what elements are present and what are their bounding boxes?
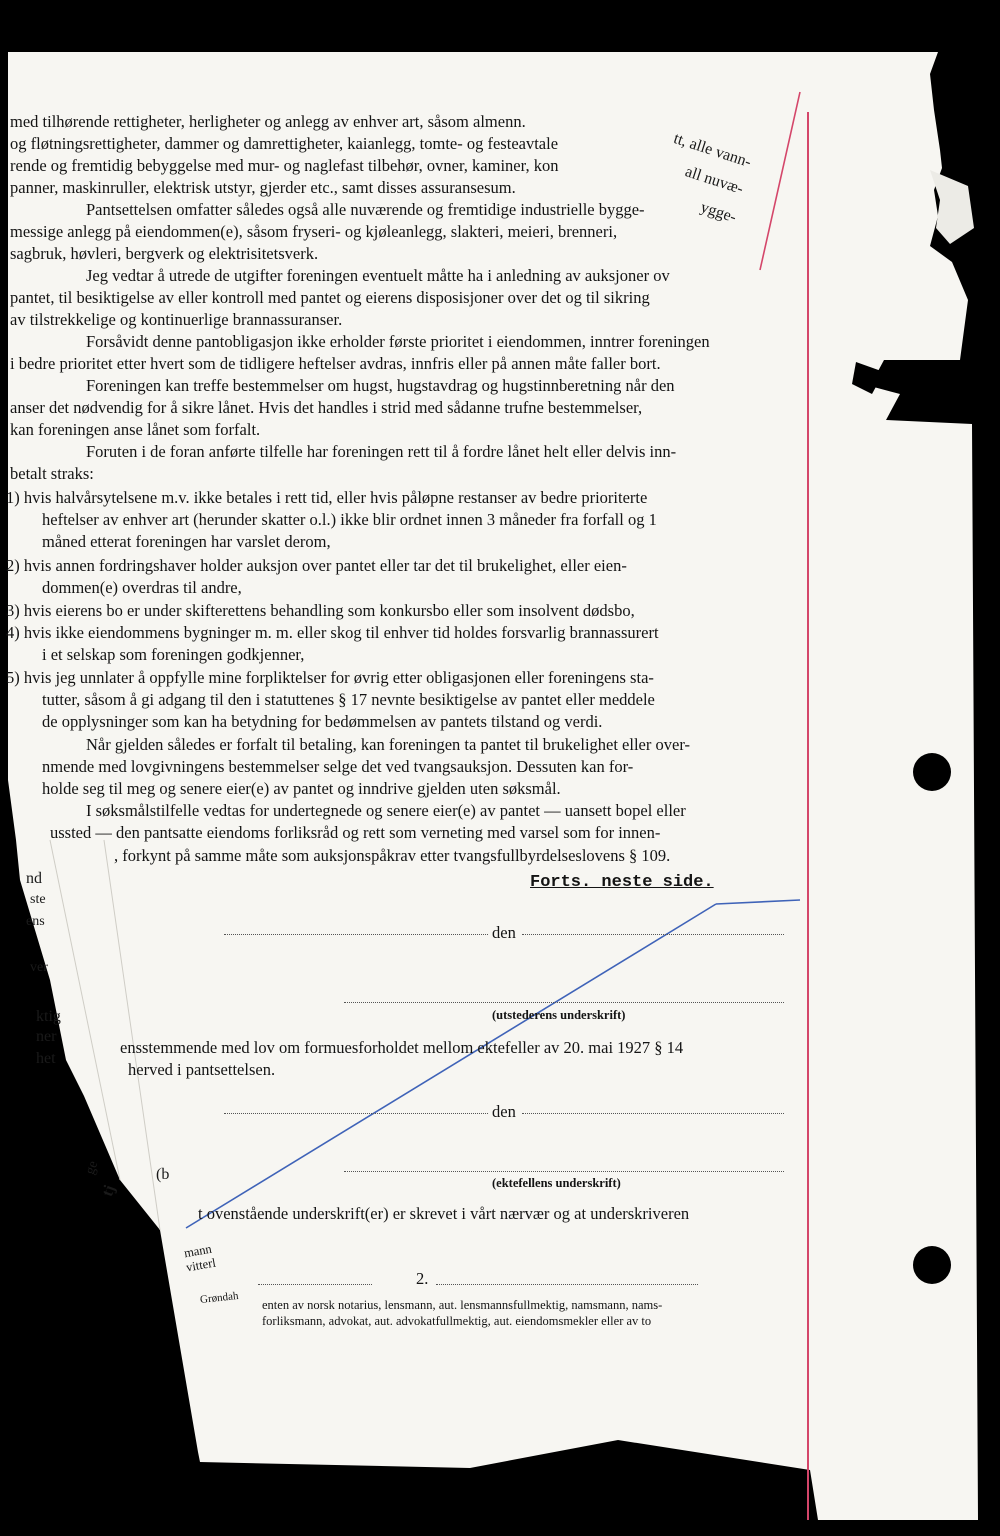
body-line: panner, maskinruller, elektrisk utstyr, gjerder etc., samt disses assuransesum. (10, 178, 516, 197)
left-fragment: ver (30, 960, 48, 975)
body-line: av tilstrekkelige og kontinuerlige brannassuranser. (10, 310, 343, 329)
body-line: Når gjelden således er forfalt til betaling, kan foreningen ta pantet til brukelighet eller over- (86, 735, 690, 754)
body-line: I søksmålstilfelle vedtas for undertegnede og senere eier(e) av pantet — uansett bopel eller (86, 801, 686, 820)
date-line (522, 1113, 784, 1114)
body-line: ussted — den pantsatte eiendoms forliksråd og rett som verneting med varsel som for innen- (50, 823, 661, 842)
body-line: i bedre prioritet etter hvert som de tidligere heftelser avdras, innfris eller på annen måte faller bort. (10, 354, 661, 373)
body-line: Foreningen kan treffe bestemmelser om hugst, hugstavdrag og hugstinnberetning når den (86, 376, 675, 395)
overlay-fragment: tt, alle vann- (671, 130, 754, 172)
left-fragment: vitterl (184, 1255, 217, 1275)
den-label: den (492, 923, 516, 942)
left-fragment: ens (26, 914, 45, 929)
spouse-text: herved i pantsettelsen. (128, 1060, 276, 1079)
left-fragment: mann (182, 1241, 213, 1261)
body-line: holde seg til meg og senere eier(e) av pantet og inndrive gjelden uten søksmål. (42, 779, 561, 798)
overlay-fragment: ygge- (698, 198, 739, 227)
left-fragment: ner (36, 1028, 57, 1045)
list-item: 2) hvis annen fordringshaver holder auksjon over pantet eller tar det til brukelighet, eller eien- (6, 556, 627, 575)
left-fragment: ste (30, 892, 46, 907)
overlay-fragment: all nuvæ- (682, 163, 746, 198)
list-item: tutter, såsom å gi adgang til den i statuttenes § 17 nevnte besiktigelse av pantet eller meddele (42, 690, 655, 709)
list-item: 3) hvis eierens bo er under skifterettens behandling som konkursbo eller som insolvent dødsbo, (6, 601, 635, 620)
witness-line (436, 1284, 698, 1285)
body-line: messige anlegg på eiendommen(e), såsom fryseri- og kjøleanlegg, slakteri, meieri, brenneri, (10, 222, 618, 241)
body-line: betalt straks: (10, 464, 94, 483)
witness-number: 2. (416, 1269, 429, 1288)
signature-caption: (ektefellens underskrift) (492, 1176, 621, 1190)
left-fragment: ge (82, 1159, 102, 1177)
place-date-line (224, 1113, 488, 1114)
body-line: Forsåvidt denne pantobligasjon ikke erholder første prioritet i eiendommen, inntrer foreningen (86, 332, 710, 351)
body-line: med tilhørende rettigheter, herligheter og anlegg av enhver art, såsom almenn. (10, 112, 526, 131)
body-line: Foruten i de foran anførte tilfelle har foreningen rett til å fordre lånet helt eller delvis inn- (86, 442, 677, 461)
body-line: og fløtningsrettigheter, dammer og damrettigheter, kaianlegg, tomte- og festeavtale (10, 134, 559, 153)
punch-hole-bottom (913, 1246, 951, 1284)
body-line: nmende med lovgivningens bestemmelser selge det ved tvangsauksjon. Dessuten kan for- (42, 757, 634, 776)
list-item: dommen(e) overdras til andre, (42, 578, 242, 597)
witness-line (258, 1284, 372, 1285)
list-item: 1) hvis halvårsytelsene m.v. ikke betales i rett tid, eller hvis påløpne restanser av bedre prioriterte (6, 488, 648, 507)
spouse-text: ensstemmende med lov om formuesforholdet mellom ektefeller av 20. mai 1927 § 14 (120, 1038, 684, 1057)
continuation-note: Forts. neste side. (530, 873, 714, 892)
body-line: pantet, til besiktigelse av eller kontroll med pantet og eierens disposisjoner over det og til sikring (10, 288, 650, 307)
signature-caption: (utstederens underskrift) (492, 1008, 626, 1022)
witness-text: t ovenstående underskrift(er) er skrevet i vårt nærvær og at underskriveren (198, 1204, 690, 1223)
left-fragment: ktig (36, 1008, 61, 1025)
list-item: de opplysninger som kan ha betydning for bedømmelsen av pantets tilstand og verdi. (42, 712, 603, 731)
list-item: 5) hvis jeg unnlater å oppfylle mine forpliktelser for øvrig etter obligasjonen eller foreningens sta- (6, 668, 654, 687)
left-fragment: Grøndah (199, 1290, 240, 1306)
list-item: heftelser av enhver art (herunder skatter o.l.) ikke blir ordnet innen 3 måneder fra forfall og 1 (42, 510, 657, 529)
body-line: , forkynt på samme måte som auksjonspåkrav etter tvangsfullbyrdelseslovens § 109. (114, 846, 671, 865)
body-line: rende og fremtidig bebyggelse med mur- og naglefast tilbehør, ovner, kaminer, kon (10, 156, 559, 175)
signature-line (344, 1002, 784, 1003)
footnote-line: enten av norsk notarius, lensmann, aut. lensmannsfullmektig, namsmann, nams- (262, 1298, 663, 1312)
list-item: 4) hvis ikke eiendommens bygninger m. m. eller skog til enhver tid holdes forsvarlig brannassurert (6, 623, 659, 642)
body-line: sagbruk, høvleri, bergverk og elektrisitetsverk. (10, 244, 319, 263)
body-line: Jeg vedtar å utrede de utgifter foreningen eventuelt måtte ha i anledning av auksjoner ov (86, 266, 670, 285)
left-fragment: het (36, 1050, 56, 1067)
left-fragment: (b (156, 1166, 170, 1183)
left-fragment: tj (99, 1182, 119, 1199)
signature-line (344, 1171, 784, 1172)
punch-hole-top (913, 753, 951, 791)
den-label: den (492, 1102, 516, 1121)
left-fragment: nd (26, 870, 42, 887)
place-date-line (224, 934, 488, 935)
body-line: anser det nødvendig for å sikre lånet. Hvis det handles i strid med sådanne trufne bestemmelser, (10, 398, 643, 417)
footnote-line: forliksmann, advokat, aut. advokatfullmektig, aut. eiendomsmekler eller av to (262, 1314, 652, 1328)
list-item: i et selskap som foreningen godkjenner, (42, 645, 305, 664)
date-line (522, 934, 784, 935)
list-item: måned etterat foreningen har varslet derom, (42, 532, 331, 551)
body-line: kan foreningen anse lånet som forfalt. (10, 420, 261, 439)
body-line: Pantsettelsen omfatter således også alle nuværende og fremtidige industrielle bygge- (86, 200, 645, 219)
